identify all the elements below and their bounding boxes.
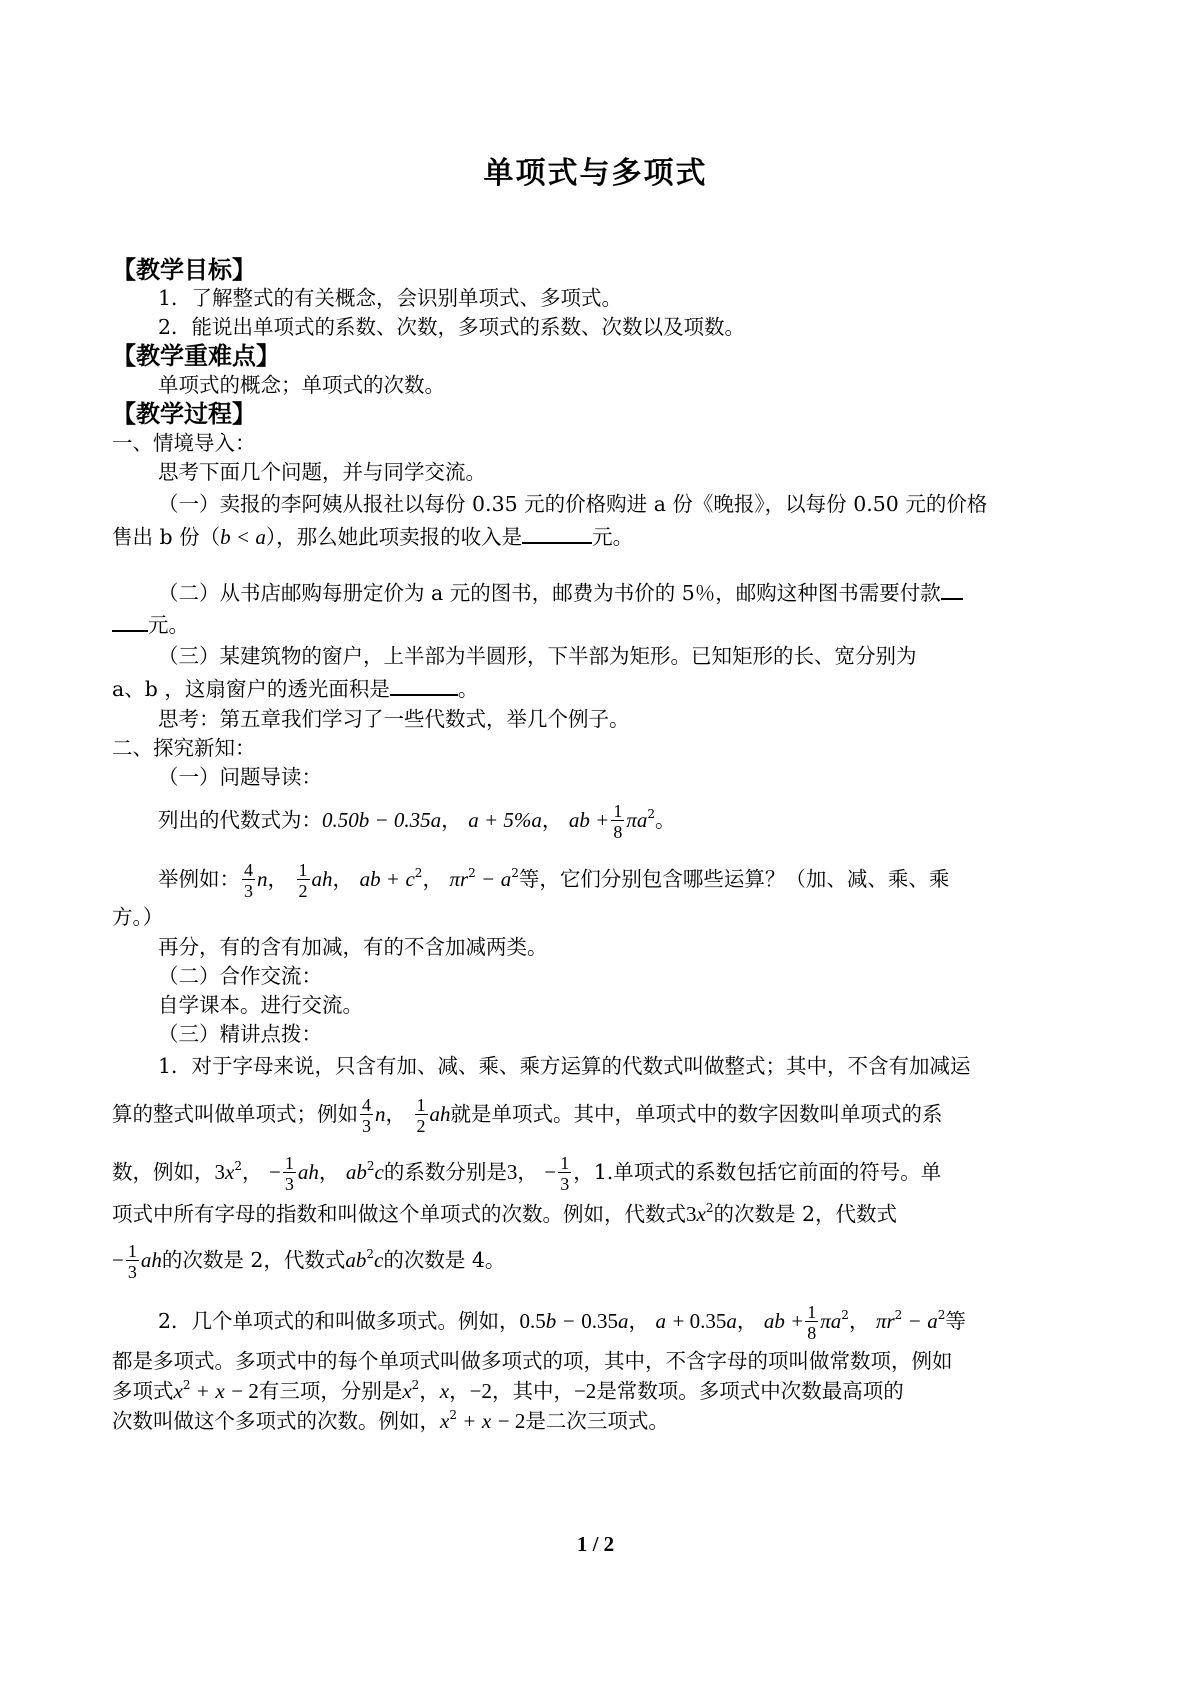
point-2-text-e: ，其中， — [491, 1379, 574, 1403]
point-2-line-2: 都是多项式。多项式中的每个单项式叫做多项式的项，其中，不含字母的项叫做常数项，例如 — [112, 1349, 953, 1373]
examples-line: 举例如： $\frac{4}{3}$ n， $\frac{1}{2}$ ah， ab + $c^2$， $\pi r^2 - a^2$等，它们分别包含哪些运算？（加、减、乘、乘 — [158, 860, 950, 901]
key-points-text: 单项式的概念；单项式的次数。 — [158, 373, 445, 397]
goal-1: 1．了解整式的有关概念，会识别单项式、多项式。 — [158, 286, 623, 310]
point-2-text-f: 是常数项。多项式中次数最高项的 — [596, 1379, 904, 1403]
question-2-line-2 — [112, 610, 1097, 639]
point-1-text-e: ，1.单项式的系数包括它前面的符号。单 — [573, 1160, 942, 1184]
question-3-end: 。 — [457, 677, 479, 701]
point-1-text-d: 的系数分别是 — [383, 1160, 507, 1184]
expressions-label: 列出的代数式为： — [158, 808, 322, 832]
point-1-line-3: 数，例如，$3x^2$， − $\frac{1}{3}$ ah， $ab^2c$的系数分别是3， − $\frac{1}{3}$ ，1.单项式的系数包括它前面的符号。单 — [112, 1153, 942, 1194]
question-1-post: ），那么她此项卖报的收入是 — [265, 525, 523, 549]
fraction-4-3: $\frac{4}{3}$ — [244, 860, 253, 901]
point-1-text-c: 数，例如， — [112, 1160, 215, 1184]
expression-3-part-a: ab + — [568, 808, 610, 832]
question-2-text: （二）从书店邮购每册定价为 a 元的图书，邮费为书价的 5％，邮购这种图书需要付款 — [158, 581, 941, 605]
sub-heading-1: （一）问题导读： — [158, 765, 322, 789]
point-2-text-c: 多项式 — [112, 1379, 174, 1403]
question-3-text: a、b ，这扇窗户的透光面积是 — [112, 677, 390, 701]
key-points-heading: 【教学重难点】 — [112, 342, 280, 370]
point-2-text-a: 2．几个单项式的和叫做多项式。例如， — [158, 1309, 520, 1333]
answer-blank-3[interactable] — [390, 674, 458, 696]
page-number: 1 / 2 — [576, 1532, 615, 1556]
point-1-text-a: 算的整式叫做单项式；例如 — [112, 1102, 358, 1126]
part2-heading: 二、探究新知： — [112, 736, 256, 760]
sub-heading-2: （二）合作交流： — [158, 964, 322, 988]
point-1-text-f: 项式中所有字母的指数和叫做这个单项式的次数。例如，代数式 — [112, 1202, 686, 1226]
part1-heading: 一、情境导入： — [112, 431, 256, 455]
point-1-text-h: 的次数是 2，代数式 — [161, 1248, 346, 1272]
question-1-line-1: （一）卖报的李阿姨从报社以每份 0.35 元的价格购进 a 份《晚报》，以每份 0.50 元的价格 — [158, 492, 988, 516]
inequality-math: b < a — [220, 525, 266, 549]
expression-1: 0.50b − 0.35a — [322, 808, 442, 832]
point-1-text-i: 的次数是 4。 — [383, 1248, 506, 1272]
fraction-4-3b: $\frac{4}{3}$ — [362, 1095, 371, 1136]
expression-2: a + 5%a — [468, 808, 542, 832]
fraction-1-3c: $\frac{1}{3}$ — [127, 1241, 137, 1282]
question-1-pre: 售出 b 份（ — [112, 525, 221, 549]
process-heading: 【教学过程】 — [112, 400, 256, 428]
expression-3-part-b: πa — [626, 808, 648, 832]
point-1-text-b: 就是单项式。其中，单项式中的数字因数叫单项式的系 — [450, 1102, 943, 1126]
examples-question: 等，它们分别包含哪些运算？（加、减、乘、乘 — [518, 867, 950, 891]
goals-heading: 【教学目标】 — [112, 256, 256, 284]
point-1-text-g: 的次数是 2，代数式 — [713, 1202, 898, 1226]
page-title: 单项式与多项式 — [483, 156, 708, 191]
answer-blank-1[interactable] — [522, 522, 592, 544]
point-2-text-h: 是二次三项式。 — [525, 1409, 669, 1433]
point-1-line-4: 项式中所有字母的指数和叫做这个单项式的次数。例如，代数式$3x^2$的次数是 2，代数式 — [112, 1201, 898, 1226]
question-1-end: 元。 — [592, 525, 634, 549]
fraction-1-2: $\frac{1}{2}$ — [298, 860, 308, 901]
point-2-text-g: 次数叫做这个多项式的次数。例如， — [112, 1409, 440, 1433]
fraction-1-8b: $\frac{1}{8}$ — [807, 1302, 817, 1343]
question-3-line-1: （三）某建筑物的窗户，上半部为半圆形，下半部为矩形。已知矩形的长、宽分别为 — [158, 644, 917, 668]
point-2-line-4: 次数叫做这个多项式的次数。例如，$x^2 + x - 2$是二次三项式。 — [112, 1408, 669, 1433]
question-1-line-2 — [112, 522, 1097, 551]
examples-label: 举例如： — [158, 867, 240, 891]
goal-2: 2．能说出单项式的系数、次数，多项式的系数、次数以及项数。 — [158, 315, 746, 339]
question-2-line-1 — [158, 578, 1097, 607]
point-2-text-b: 等 — [945, 1309, 966, 1333]
question-3-line-2 — [112, 674, 1097, 703]
self-study-text: 自学课本。进行交流。 — [158, 993, 363, 1017]
expressions-line: 列出的代数式为：0.50b − 0.35a， a + 5%a， ab + $\frac{1}{8}$ $\pi a^2$。 — [158, 801, 676, 842]
fraction-1-3: $\frac{1}{3}$ — [284, 1153, 294, 1194]
point-1-line-2: 算的整式叫做单项式；例如 $\frac{4}{3}$ n， $\frac{1}{2}$ ah就是单项式。其中，单项式中的数字因数叫单项式的系 — [112, 1095, 943, 1136]
point-2-line-3: 多项式$x^2 + x - 2$有三项，分别是$x^2$，x，−2，其中，−2是常数项。多项式中次数最高项的 — [112, 1378, 904, 1403]
point-2-line-1: 2．几个单项式的和叫做多项式。例如，0.5b − 0.35a， a + 0.35a， ab + $\frac{1}{8}$ $\pi a^2$， $\pi r^2 - a^2$等 — [158, 1302, 966, 1343]
point-1-line-1: 1．对于字母来说，只含有加、减、乘、乘方运算的代数式叫做整式；其中，不含有加减运 — [158, 1054, 971, 1078]
fraction-1-3b: $\frac{1}{3}$ — [560, 1153, 570, 1194]
sub-heading-3: （三）精讲点拨： — [158, 1022, 322, 1046]
point-1-line-5: − $\frac{1}{3}$ ah的次数是 2，代数式$ab^2c$的次数是 4。 — [112, 1241, 506, 1282]
classify-text: 再分，有的含有加减，有的不含加减两类。 — [158, 935, 548, 959]
answer-blank-2b[interactable] — [112, 610, 148, 632]
point-2-text-d: 有三项，分别是 — [258, 1379, 403, 1403]
part1-intro: 思考下面几个问题，并与同学交流。 — [158, 460, 486, 484]
think-prompt: 思考：第五章我们学习了一些代数式，举几个例子。 — [158, 707, 630, 731]
fraction-1-2b: $\frac{1}{2}$ — [416, 1095, 426, 1136]
answer-blank-2a[interactable] — [941, 578, 963, 600]
question-2-end: 元。 — [148, 613, 189, 637]
fraction-1-8: $\frac{1}{8}$ — [613, 801, 623, 842]
examples-line-end: 方。） — [112, 905, 164, 929]
